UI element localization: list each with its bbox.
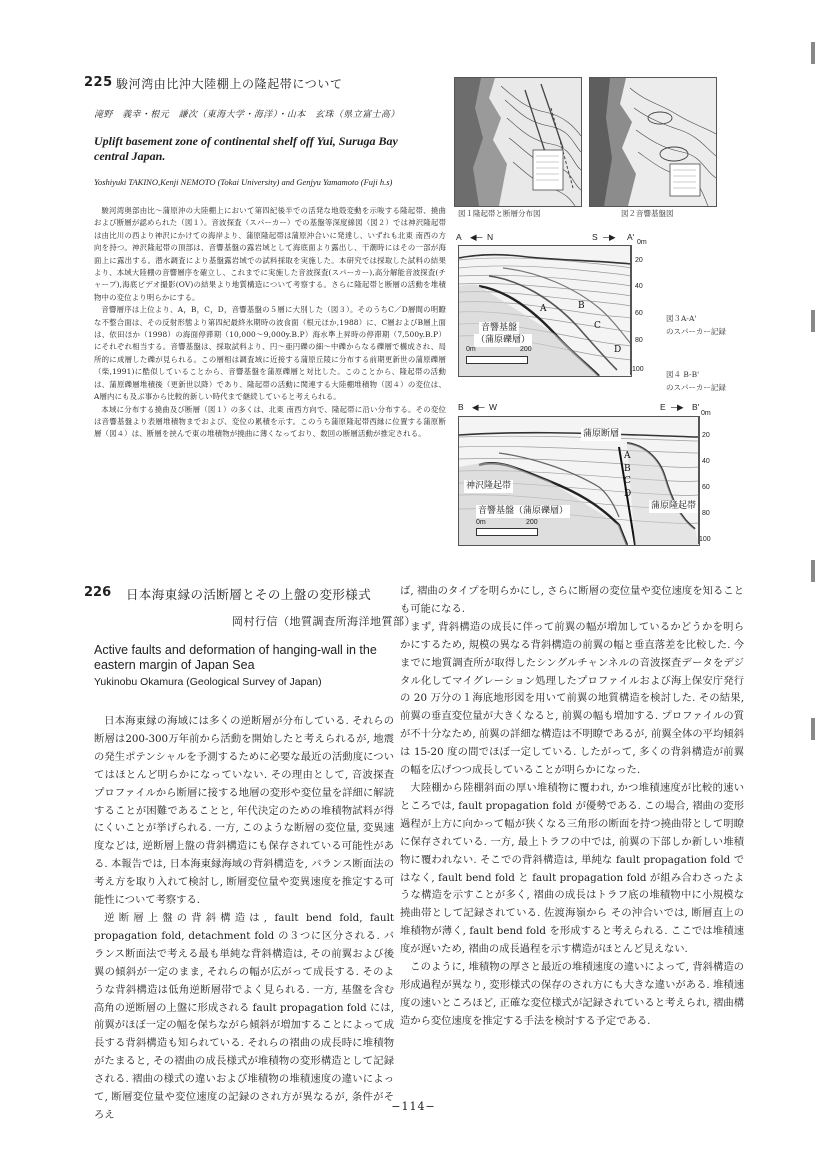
abstract-226-paragraph: 大陸棚から陸棚斜面の厚い堆積物に覆われ, かつ堆積速度が比較的速いところでは, fault propagation fold が優勢である. この場合, 褶曲の変形過程が上方に向かって幅が狭くなる三角形の断面を持つ撓曲帯として明瞭に保存されている. 一方, 最上トラフの中では, 前翼の下部しか新しい堆積物に覆われない. そこでの背斜構造は, 単純な fault propagation fold ではなく, fault bend fold と fault propagation fold が組み合わさったような構造を示すことが多く, 褶曲の成長はトラフ底の堆積物中に小規模な撓曲帯として記録されている. 佐渡海嶺から その沖合いでは, 断層直上の堆積物が薄く, fault bend fold を形成すると考えられる. ここでは堆積速度が遅いため, 褶曲の成長過程を示す構造がほとんど見えない.	[400, 781, 744, 956]
edge-mark	[811, 718, 815, 740]
abstract-226-paragraph: このように, 堆積物の厚さと最近の堆積速度の違いによって, 背斜構造の形成過程が異なり, 変形様式の保存のされ方にも大きな違いがある. 堆積速度の速いところほど, 正確な変位様式が記録されていると考えられ, 褶曲構造から変位速度を推定する手法を検討する予定である.	[400, 961, 744, 1027]
abstract-225-paragraph: 駿河湾奥部由比～蒲原沖の大陸棚上において第四紀後半での活発な地殻変動を示唆する隆起帯、撓曲および断層が認められた（図１）。音波探査（スパーカー）での基盤等深度線図（図２）では神沢隆起帯は由比川の西より神沢にかけての海岸より、蒲原隆起帯は蒲原沖合いに発達し、いずれも北東 南西の方向を持つ。神沢隆起帯の頂部は、音響基盤の露岩域として海底面より露出し、干潮時にはその一部が海面上に露出する。潜水調査により基盤露岩域での試料採取を実施した。本研究では採取した試料の結果より、本域大陸棚の音響層序を確立し、これまでに実施した音波探査(スパーカー),高分解能音波探査(チャープ),海底ビデオ撮影(OV)の結果より地質構造について考察する。さらに隆起帯と断層の活動を堆積物中の変位より明らかにする。	[94, 206, 446, 302]
figure-4-right-label: B'	[692, 402, 700, 412]
figure-2-map-drawing	[590, 78, 716, 206]
figure-4-depth-tick: 20	[702, 432, 710, 439]
figure-1-caption: 図１隆起帯と断層分布図	[458, 209, 541, 218]
figure-3-scale-end: 200	[520, 346, 532, 353]
figure-4-scale-start: 0m	[476, 519, 486, 526]
abstract-225-title: 駿河湾由比沖大陸棚上の隆起帯について	[116, 77, 343, 91]
figure-3-right-label: A'	[627, 232, 635, 242]
abstract-226-column-left	[94, 713, 394, 1125]
figure-4-scale-bar	[476, 528, 538, 536]
figure-4-uplift-left-label: 神沢隆起帯	[466, 481, 512, 491]
figure-3-depth-tick: 60	[635, 310, 643, 317]
figure-4-depth-tick: 80	[702, 510, 710, 517]
figure-4-scale-end: 200	[526, 519, 538, 526]
figure-4-left-label: B	[458, 402, 464, 412]
figure-4-depth-tick: 40	[702, 458, 710, 465]
figure-3-basement-label: 音響基盤	[481, 323, 518, 333]
abstract-225-paragraph: 本域に分布する撓曲及び断層（図１）の多くは、北東 南西方向で、隆起帯に沿い分布する。その変位は音響基盤より表層堆積物までおよび、変位の累積を示す。このうち蒲原隆起帯西縁に位置する蒲原断層（図４）は、断層を挟んで東の堆積物が撓曲に薄くなっており、数回の断層活動が推定される。	[94, 404, 446, 439]
figure-3-depth-tick: 100	[632, 366, 644, 373]
figure-3-scale-bar	[466, 356, 528, 364]
figure-4-left-direction: W	[489, 402, 498, 412]
edge-mark	[811, 560, 815, 582]
figure-3-right-arrow: ─▶	[603, 232, 616, 242]
abstract-226-column-right	[400, 583, 744, 1031]
abstract-225-english-title: Uplift basement zone of continental shelf off Yui, Suruga Bay central Japan.	[94, 134, 398, 163]
figure-4-uplift-right-label: 蒲原隆起帯	[651, 501, 697, 511]
figure-4-layer-a: A	[624, 451, 631, 461]
figure-4-layer-b: B	[624, 464, 631, 474]
figure-4-fault-label: 蒲原断層	[583, 429, 620, 439]
figure-4-right-arrow: ─▶	[671, 402, 684, 412]
abstract-226-paragraph: ば, 褶曲のタイプを明らかにし, さらに断層の変位量や変位速度を知ることも可能になる.	[400, 585, 744, 615]
figure-4-layer-c: C	[624, 476, 631, 486]
abstract-226-paragraph: 逆断層上盤の背斜構造は, fault bend fold, fault propagation fold, detachment fold の３つに区分される. バランス断面法で考える最も単純な背斜構造は, その前翼および後翼の傾斜が一定のまま, それらの幅が広がって成長する. そのような背斜構造は低角逆断層帯でよく見られる. 一方, 基盤を含む高角の逆断層の上盤に形成される fault propagation fold には, 前翼がほぼ一定の幅を保ちながら傾斜が増加することによって成長する背斜構造も知られている. それらの褶曲の成長時に堆積物がたまると, その褶曲の成長様式が堆積物の変形構造として記録される. 褶曲の様式の違いおよび堆積物の堆積速度の違いによって, 断層変位量や変位速度の記録のされ方が異なるが, 条件がそろえ	[94, 911, 394, 1121]
figure-3-depth-tick: 40	[635, 283, 643, 290]
figure-3-left-direction: N	[487, 232, 494, 242]
figure-3-layer-d: D	[614, 345, 622, 355]
figure-4-depth-tick: 100	[699, 536, 711, 543]
figure-3-right-direction: S	[592, 232, 598, 242]
figure-3-layer-a: A	[540, 304, 547, 314]
abstract-226-number: 226	[84, 585, 112, 600]
figure-3-layer-b: B	[578, 301, 585, 311]
figure-4-unit: 0m	[701, 410, 711, 417]
figure-3-layer-c: C	[594, 321, 601, 331]
figure-4-caption-line2: のスパーカー記録	[666, 383, 726, 392]
abstract-226-paragraph: まず, 背斜構造の成長に伴って前翼の幅が増加しているかどうかを明らかにするため, 規模の異なる背斜構造の前翼の幅と垂直落差を比較した. 今までに地質調査所が取得したシングルチャンネルの音波探査データをデジタル化してマイグレーション処理したプロファイルおよび海上保安庁発行の 20 万分の１海底地形図を用いて前翼の地質構造を検討した. その結果, 前翼の垂直変位量が大きくなると, 前翼の幅も増加する. プロファイルの質が不十分なため, 前翼の詳細な構造は不明瞭であるが, 前翼全体の平均傾斜は 15-20 度の間でほぼ一定している. したがって, 多くの背斜構造が前翼の幅を広げつつ成長していることが明らかになった.	[400, 620, 744, 777]
abstract-225-number: 225	[84, 75, 113, 90]
abstract-225-body	[94, 205, 446, 441]
abstract-225-english-authors: Yoshiyuki TAKINO,Kenji NEMOTO (Tokai University) and Genjyu Yamamoto (Fuji h.s)	[94, 177, 393, 187]
abstract-226-english-title: Active faults and deformation of hanging-wall in the eastern margin of Japan Sea	[94, 643, 377, 672]
figure-4-depth-tick: 60	[702, 484, 710, 491]
abstract-226-title: 日本海東縁の活断層とその上盤の変形様式	[126, 587, 372, 602]
figure-2-map	[589, 77, 717, 207]
figure-3-depth-axis	[630, 245, 645, 375]
abstract-226-affiliation: 岡村行信（地質調査所海洋地質部）	[232, 615, 416, 628]
abstract-226-paragraph: 日本海東縁の海域には多くの逆断層が分布している. それらの断層は200-300万年前から活動を開始したと考えられるが, 地震の発生ポテンシャルを予測するために必要な最近の活動度についてはほとんど明らかになっていない. その理由として, 音波探査プロファイルから断層に接する地層の変形や変位量を詳細に解読することが困難であることと, 年代決定のための堆積物試料が得にくいことが挙げられる. 一方, このような断層の変位量, 変異速度などは, 逆断層上盤の背斜構造にも保存されている可能性がある. 本報告では, 日本海東縁海域の背斜構造を, バランス断面法の考え方を取り入れて検討し, 断層変位量や変異速度を推定する可能性について考察する.	[94, 715, 394, 907]
figure-4-basement-label: 音響基盤（蒲原礫層）	[478, 506, 569, 516]
abstract-225-authors: 滝野 義幸・根元 謙次（東海大学・海洋）・山本 玄珠（県立富士高）	[94, 110, 400, 120]
edge-mark	[811, 310, 815, 332]
figure-4-right-direction: E	[660, 402, 666, 412]
figure-2-caption: 図２音響基盤図	[621, 209, 674, 218]
page-number: −114−	[391, 1100, 436, 1113]
figure-3-depth-tick: 80	[635, 337, 643, 344]
figure-4-layer-d: D	[624, 489, 632, 499]
figure-3-depth-tick: 20	[635, 257, 643, 264]
figure-1-map	[454, 77, 582, 207]
figure-3-basement-sublabel: （蒲原礫層）	[476, 335, 531, 345]
figure-3-left-label: A	[456, 232, 462, 242]
figure-3-caption-line2: のスパーカー記録	[666, 327, 726, 336]
figure-3-left-arrow: ◀─	[470, 232, 483, 242]
abstract-225-paragraph: 音響層序は上位より、A，B，C，D，音響基盤の５層に大別した（図３）。そのうちC／D層間の明瞭な不整合面は、その反射形態より第四紀最終氷期時の波食面（根元ほか,1988）に、C層およびB層上面は、依田ほか（1998）の海面停滞期（10,000～9,000y.B.P）海水準上昇時の停滞期（7,500y.B.P）にそれぞれ相当する。音響基盤は、採取試料より、円～亜円礫の細～中礫からなる礫層で構成され、局所的に成層した礫が見られる。この層相は調査域に近接する蒲原丘陵に分布する前期更新世の蒲原礫層（柴,1991)に酷似していることから、音響基盤を蒲原礫層と対比した。このことから、隆起帯の活動は、蒲原礫層堆積後（更新世以降）であり、隆起帯の活動に関連する大陸棚堆積物（図４）の変位は、A層内にも及ぶ事から比較的新しい時代まで継続していると考えられる。	[94, 305, 446, 402]
figure-3-unit: 0m	[637, 239, 647, 246]
figure-3-caption-line1: 図３A-A'	[666, 314, 697, 323]
figure-3-scale-start: 0m	[466, 346, 476, 353]
figure-1-map-drawing	[455, 78, 581, 206]
abstract-226-english-author: Yukinobu Okamura (Geological Survey of Japan)	[94, 676, 322, 688]
figure-4-caption-line1: 図４ B-B'	[666, 370, 700, 379]
figure-4-left-arrow: ◀─	[472, 402, 485, 412]
edge-mark	[811, 42, 815, 64]
